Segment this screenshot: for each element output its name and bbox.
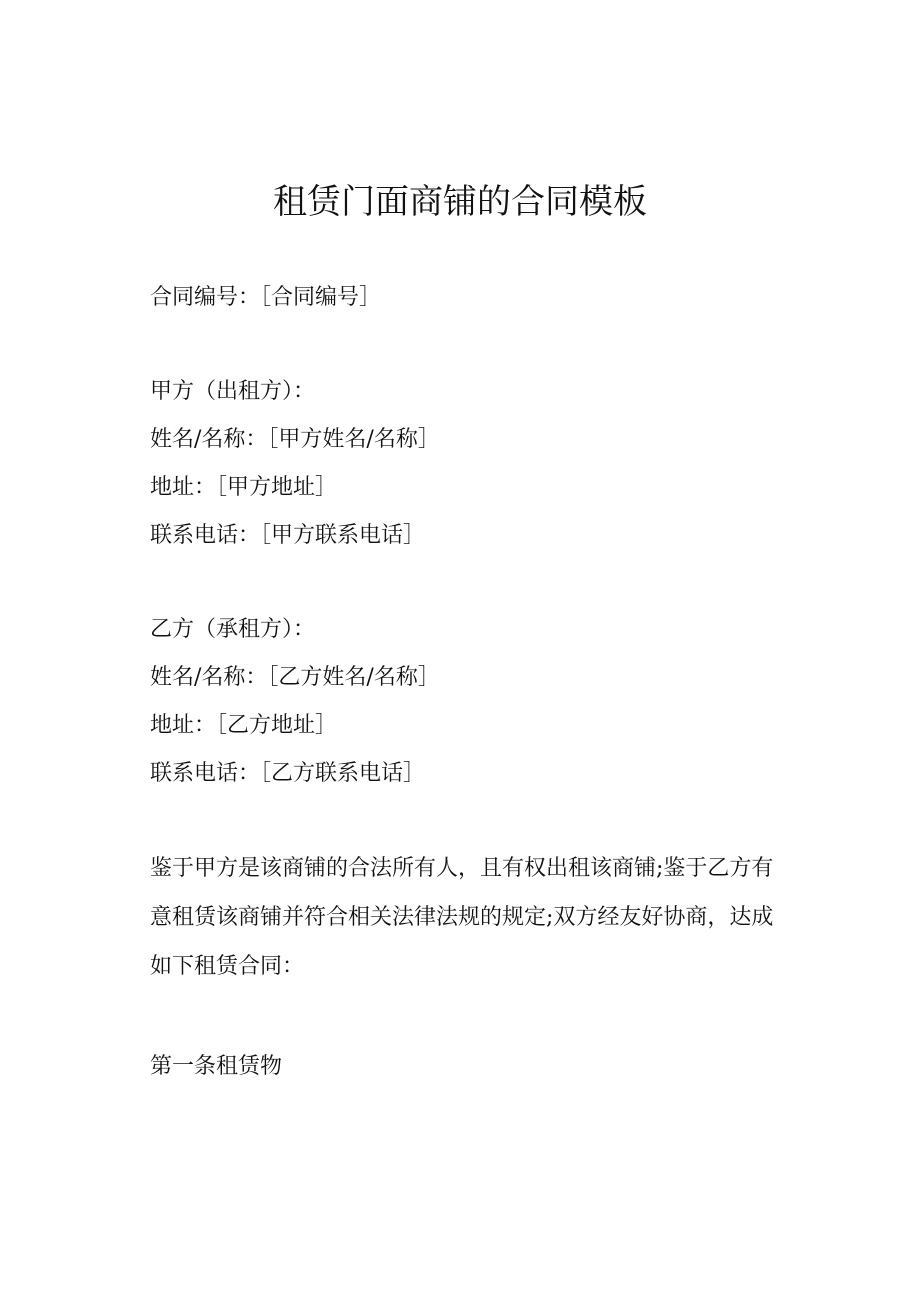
preamble-line: 如下租赁合同： — [150, 954, 305, 979]
party-a-address: 地址：［甲方地址］ — [150, 475, 338, 500]
party-a-phone: 联系电话：［甲方联系电话］ — [150, 523, 426, 548]
article-1-heading: 第一条租赁物 — [150, 1054, 283, 1079]
party-b-heading: 乙方（承租方）： — [150, 617, 316, 642]
document-title: 租赁门面商铺的合同模板 — [273, 182, 647, 222]
party-a-heading: 甲方（出租方）： — [150, 379, 316, 404]
party-b-address: 地址：［乙方地址］ — [150, 713, 338, 738]
party-b-phone: 联系电话：［乙方联系电话］ — [150, 761, 426, 786]
contract-number: 合同编号：［合同编号］ — [150, 285, 382, 310]
party-b-name: 姓名/名称：［乙方姓名/名称］ — [150, 665, 440, 690]
preamble-line: 鉴于甲方是该商铺的合法所有人，且有权出租该商铺;鉴于乙方有 — [150, 856, 774, 881]
preamble-line: 意租赁该商铺并符合相关法律法规的规定;双方经友好协商，达成 — [150, 905, 774, 930]
party-a-name: 姓名/名称：［甲方姓名/名称］ — [150, 427, 440, 452]
